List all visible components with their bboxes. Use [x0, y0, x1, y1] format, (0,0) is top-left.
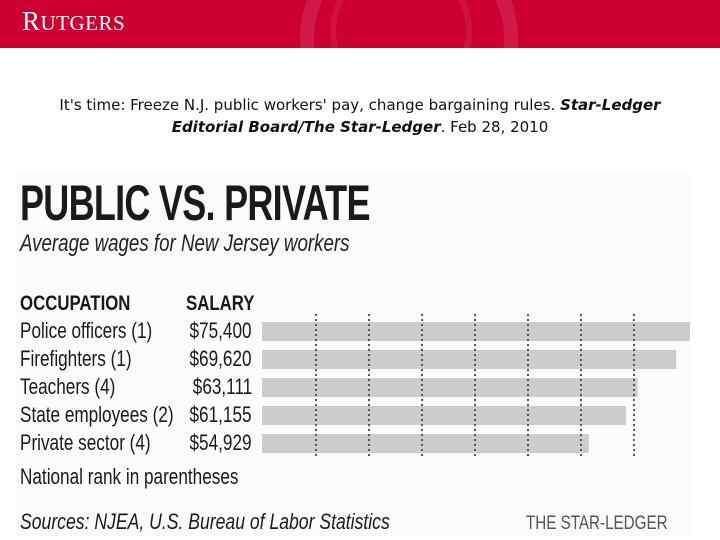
citation-date: . Feb 28, 2010	[440, 118, 549, 136]
value-label-3: $63,111	[192, 374, 252, 399]
chart-panel	[16, 172, 690, 536]
rutgers-logo	[22, 6, 125, 37]
bar-2	[262, 350, 676, 369]
category-label-5: Private sector (4)	[20, 430, 151, 455]
chart-subtitle: Average wages for New Jersey workers	[20, 230, 350, 257]
article-citation	[30, 94, 690, 138]
category-label-2: Firefighters (1)	[20, 346, 132, 371]
citation-source: Star-Ledger Editorial Board/The Star-Ledger	[171, 96, 661, 136]
occupation-column-header: OCCUPATION	[20, 292, 131, 315]
salary-column-header: SALARY	[186, 292, 255, 315]
rutgers-seal-watermark-inner	[330, 0, 472, 48]
rutgers-header-bar	[0, 0, 720, 48]
value-label-4: $61,155	[189, 402, 252, 427]
bar-5	[262, 434, 589, 453]
category-label-1: Police officers (1)	[20, 318, 153, 343]
logo-rest: UTGERS	[40, 11, 126, 35]
citation-headline: It's time: Freeze N.J. public workers' pay, change bargaining rules.	[59, 96, 556, 114]
logo-initial: R	[22, 6, 41, 36]
category-label-4: State employees (2)	[20, 402, 174, 427]
value-label-2: $69,620	[189, 346, 252, 371]
category-label-3: Teachers (4)	[20, 374, 116, 399]
value-label-1: $75,400	[189, 318, 252, 343]
value-label-5: $54,929	[189, 430, 252, 455]
chart-note: National rank in parentheses	[20, 464, 239, 489]
star-ledger-credit: THE STAR-LEDGER	[526, 513, 668, 534]
chart-title: PUBLIC VS. PRIVATE	[20, 175, 370, 231]
chart-sources: Sources: NJEA, U.S. Bureau of Labor Statistics	[20, 509, 390, 534]
